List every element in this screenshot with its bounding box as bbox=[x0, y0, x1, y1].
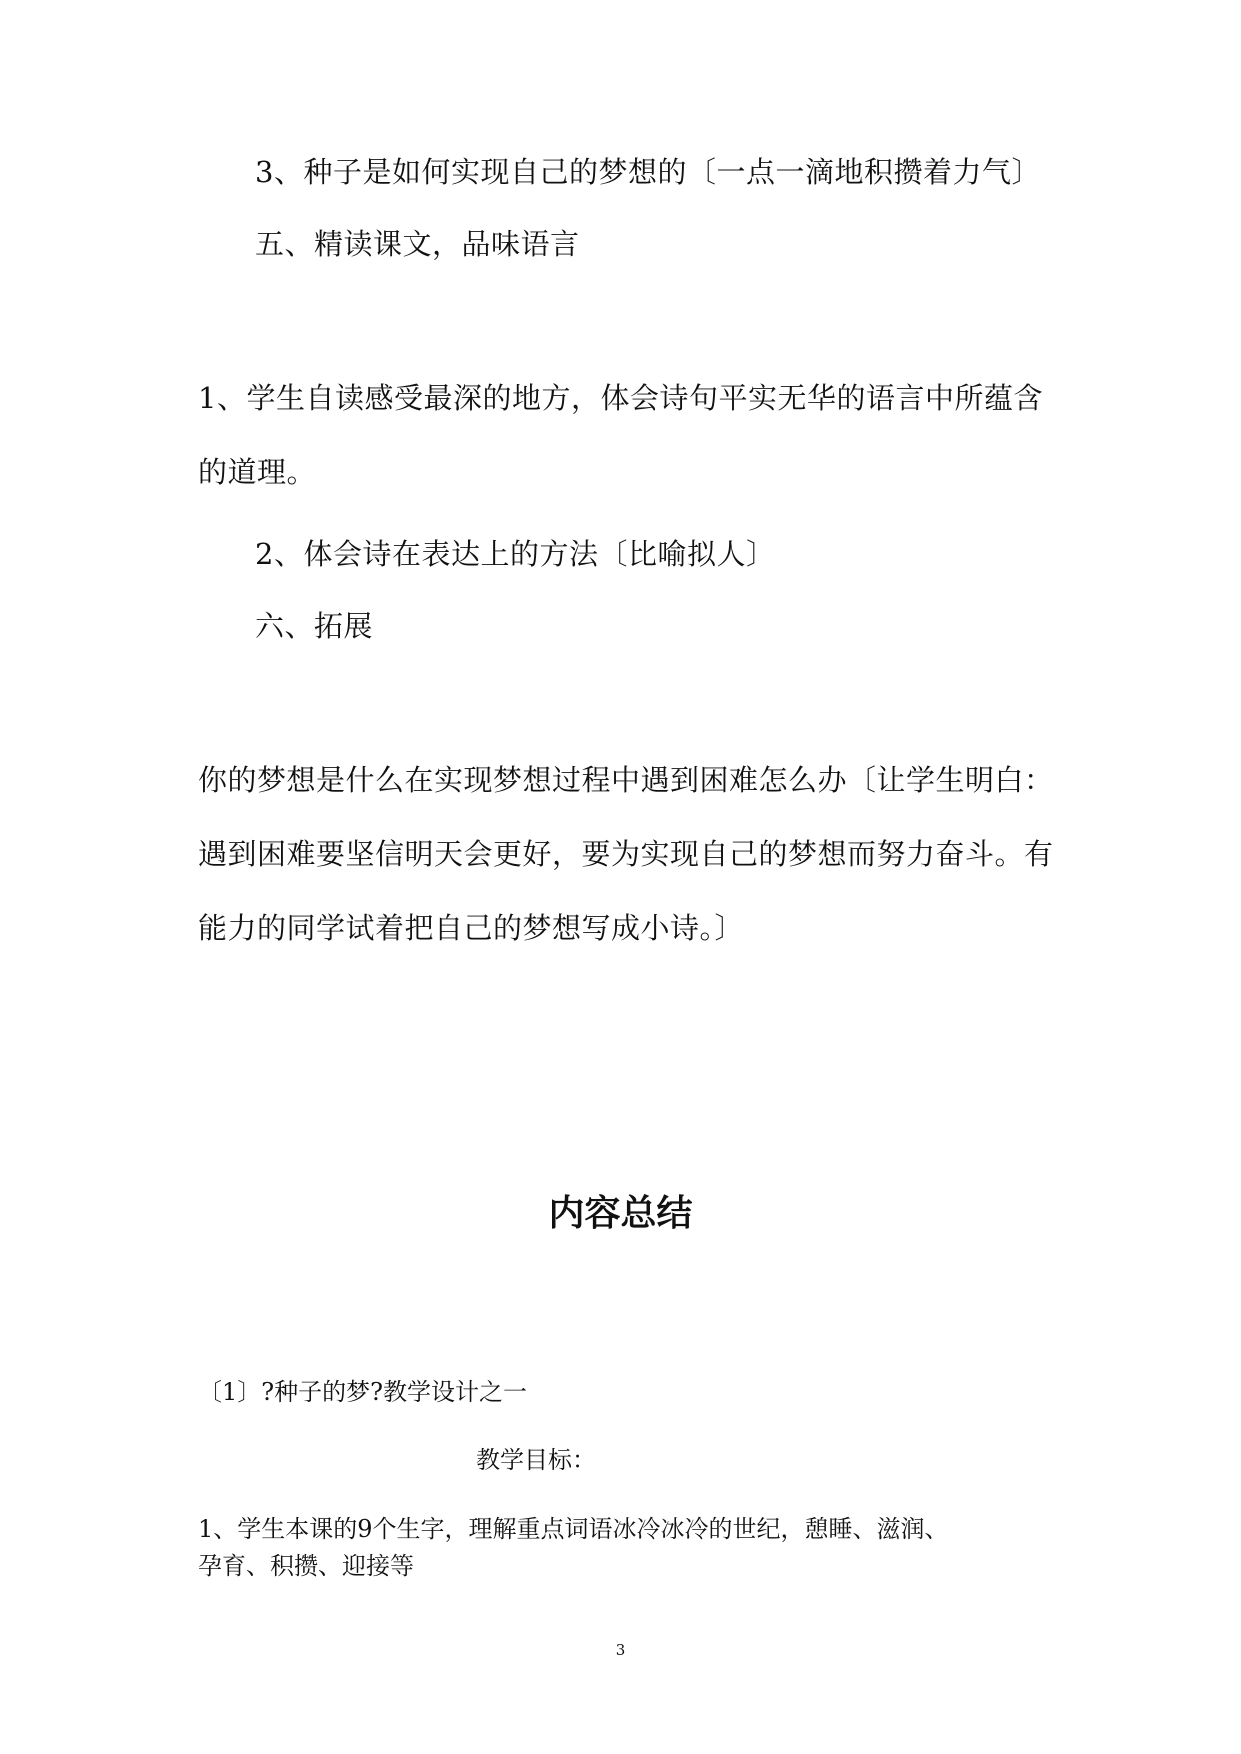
paragraph-item-1-line2: 的道理。 bbox=[198, 455, 317, 489]
paragraph-extension-line2: 遇到困难要坚信明天会更好，要为实现自己的梦想而努力奋斗。有 bbox=[198, 837, 1054, 871]
summary-goal-1-line1: 1、学生本课的9个生字，理解重点词语冰冷冰冷的世纪，憩睡、滋润、 bbox=[198, 1515, 949, 1543]
summary-heading: 内容总结 bbox=[548, 1193, 693, 1234]
summary-goal-1-line2: 孕育、积攒、迎接等 bbox=[198, 1552, 414, 1580]
page-number: 3 bbox=[615, 1641, 626, 1659]
paragraph-item-1-line1: 1、学生自读感受最深的地方，体会诗句平实无华的语言中所蕴含 bbox=[198, 381, 1043, 415]
summary-teaching-goals-label: 教学目标： bbox=[476, 1446, 596, 1474]
section-heading-five: 五、精读课文，品味语言 bbox=[255, 227, 580, 261]
section-heading-six: 六、拓展 bbox=[255, 609, 374, 643]
paragraph-seed-dream-q3: 3、种子是如何实现自己的梦想的〔一点一滴地积攒着力气〕 bbox=[255, 155, 1041, 189]
paragraph-extension-line1: 你的梦想是什么在实现梦想过程中遇到困难怎么办〔让学生明白： bbox=[198, 763, 1054, 797]
paragraph-item-2: 2、体会诗在表达上的方法〔比喻拟人〕 bbox=[255, 537, 776, 571]
paragraph-extension-line3: 能力的同学试着把自己的梦想写成小诗。〕 bbox=[198, 911, 745, 945]
summary-design-title: 〔1〕?种子的梦?教学设计之一 bbox=[198, 1378, 528, 1406]
